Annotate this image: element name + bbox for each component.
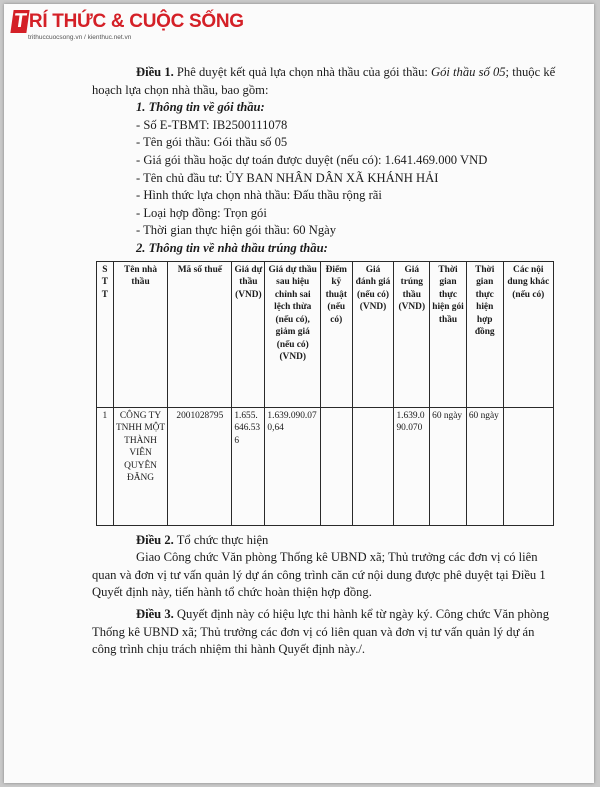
article-3-paragraph bbox=[92, 606, 556, 659]
table-row bbox=[97, 407, 554, 525]
article-3-label: Điều 3. bbox=[136, 606, 174, 621]
winning-bidder-table bbox=[96, 261, 554, 526]
col-header-contract: Thời gian thực hiện hợp đồng bbox=[466, 261, 503, 407]
col-header-tax: Mã số thuế bbox=[168, 261, 232, 407]
article-1-italic: Gói thầu số 05 bbox=[431, 65, 506, 79]
package-item: - Hình thức lựa chọn nhà thầu: Đấu thầu rộng rãi bbox=[136, 188, 382, 203]
package-item: - Loại hợp đồng: Trọn gói bbox=[136, 205, 267, 220]
article-3-text: Quyết định này có hiệu lực thi hành kể từ ngày ký. Công chức Văn phòng Thống kê UBND xã; Thủ trưởng các đơn vị có liên quan và đơn vị tư vấn quản lý dự án công trình chịu trách nhiệm thi hành Quyết định này./. bbox=[92, 606, 550, 657]
logo-text: RÍ THỨC & CUỘC SỐNG bbox=[28, 11, 244, 32]
cell-eval bbox=[352, 407, 394, 525]
logo-subtitle: trithuccuocsong.vn / kienthuc.net.vn bbox=[28, 34, 132, 41]
col-header-award: Giá trúng thầu (VND) bbox=[394, 261, 430, 407]
article-2-heading bbox=[92, 532, 556, 550]
table-header-row bbox=[97, 261, 554, 407]
logo-title bbox=[12, 10, 244, 33]
col-header-price: Giá dự thầu (VND) bbox=[232, 261, 265, 407]
col-header-duration: Thời gian thực hiện gói thầu bbox=[430, 261, 467, 407]
package-item: - Giá gói thầu hoặc dự toán được duyệt (nếu có): 1.641.469.000 VND bbox=[136, 152, 488, 167]
col-header-tech: Điểm kỹ thuật (nếu có) bbox=[321, 261, 352, 407]
col-header-adjusted: Giá dự thầu sau hiệu chỉnh sai lệch thừa (nếu có), giảm giá (nếu có) (VND) bbox=[265, 261, 321, 407]
section-2-title: 2. Thông tin về nhà thầu trúng thầu: bbox=[136, 240, 328, 255]
col-header-eval: Giá đánh giá (nếu có) (VND) bbox=[352, 261, 394, 407]
cell-name: CÔNG TY TNHH MỘT THÀNH VIÊN QUYÊN ĐĂNG bbox=[113, 407, 168, 525]
package-info-list bbox=[92, 117, 556, 240]
col-header-stt: S T T bbox=[97, 261, 114, 407]
package-item: - Tên gói thầu: Gói thầu số 05 bbox=[136, 135, 288, 150]
cell-other bbox=[503, 407, 553, 525]
article-2-text: Tổ chức thực hiện bbox=[173, 532, 269, 547]
col-header-other: Các nội dung khác (nếu có) bbox=[503, 261, 553, 407]
article-1-intro bbox=[92, 64, 556, 99]
article-1-label: Điều 1. bbox=[136, 65, 174, 79]
col-header-name: Tên nhà thầu bbox=[113, 261, 168, 407]
cell-adjusted: 1.639.090.070,64 bbox=[265, 407, 321, 525]
cell-stt: 1 bbox=[97, 407, 114, 525]
article-2-label: Điều 2. bbox=[136, 532, 174, 547]
document-body bbox=[92, 64, 556, 659]
article-2-paragraph: Giao Công chức Văn phòng Thống kê UBND xã; Thủ trưởng các đơn vị có liên quan và đơn vị tư vấn quản lý dự án công trình căn cứ nội dung được phê duyệt tại Điều 1 Quyết định này, tiến hành tổ chức hoàn thiện hợp đồng. bbox=[92, 550, 546, 600]
cell-tech bbox=[321, 407, 352, 525]
article-1-text: Phê duyệt kết quả lựa chọn nhà thầu của gói thầu: bbox=[173, 65, 432, 79]
package-item: - Thời gian thực hiện gói thầu: 60 Ngày bbox=[136, 223, 337, 238]
cell-duration: 60 ngày bbox=[430, 407, 467, 525]
cell-award: 1.639.090.070 bbox=[394, 407, 430, 525]
cell-price: 1.655.646.536 bbox=[232, 407, 265, 525]
document-page bbox=[4, 4, 594, 783]
site-logo[interactable] bbox=[12, 10, 244, 41]
logo-initial: T bbox=[10, 10, 29, 33]
package-item: - Tên chủ đầu tư: ỦY BAN NHÂN DÂN XÃ KHÁNH HẢI bbox=[136, 170, 439, 185]
article-1-tail: ; thuộc kế hoạch lựa chọn nhà thầu, bao gồm: bbox=[92, 65, 556, 97]
cell-contract: 60 ngày bbox=[466, 407, 503, 525]
package-item: - Số E-TBMT: IB2500111078 bbox=[136, 117, 288, 132]
cell-tax: 2001028795 bbox=[168, 407, 232, 525]
section-1-title: 1. Thông tin về gói thầu: bbox=[136, 100, 265, 115]
